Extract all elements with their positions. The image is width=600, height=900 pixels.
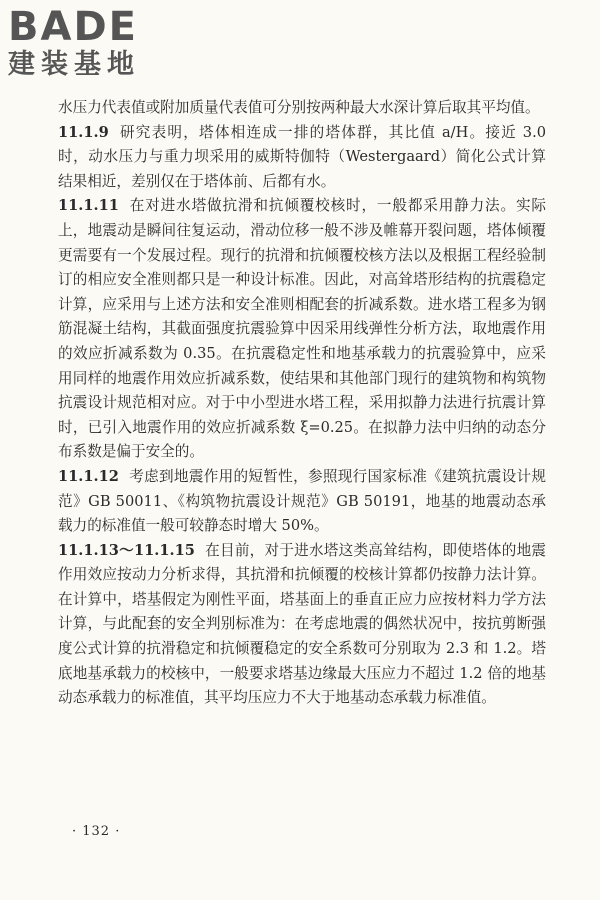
paragraph-11-1-12 [58, 465, 546, 539]
logo-text-chinese: 建装基地 [8, 49, 140, 80]
paragraph-11-1-9 [58, 121, 546, 195]
logo-text-bade: BADE [8, 4, 138, 50]
document-body [58, 96, 546, 711]
paragraph-text: 水压力代表值或附加质量代表值可分别按两种最大水深计算后取其平均值。 [58, 99, 540, 116]
logo [8, 6, 178, 80]
section-number: 11.1.9 [58, 123, 109, 141]
paragraph-continuation [58, 96, 546, 121]
paragraph-11-1-13-15 [58, 539, 546, 711]
paragraph-text: 在对进水塔做抗滑和抗倾覆校核时，一般都采用静力法。实际上，地震动是瞬间往复运动，滑动位移一般不涉及帷幕开裂问题，塔体倾覆更需要有一个发展过程。现行的抗滑和抗倾覆校核方法以及根据工程经验制订的相应安全准则都只是一种设计标准。因此，对高耸塔形结构的抗震稳定计算，应采用与上述方法和安全准则相配套的折减系数。进水塔工程多为钢筋混凝土结构，其截面强度抗震验算中因采用线弹性分析方法，取地震作用的效应折减系数为 0.35。在抗震稳定性和地基承载力的抗震验算中，应采用同样的地震作用效应折减系数，使结果和其他部门现行的建筑物和构筑物抗震设计规范相对应。对于中小型进水塔工程，采用拟静力法进行抗震计算时，已引入地震作用的效应折减系数 ξ=0.25。在拟静力法中归纳的动态分布系数是偏于安全的。 [58, 197, 546, 461]
paragraph-11-1-11 [58, 194, 546, 465]
section-number: 11.1.12 [58, 467, 119, 485]
paragraph-text: 研究表明，塔体相连成一排的塔体群，其比值 a/H。接近 3.0 时，动水压力与重力坝采用的威斯特伽特（Westergaard）简化公式计算结果相近，差别仅在于塔体前、后都有水。 [58, 123, 546, 190]
section-number: 11.1.13～11.1.15 [58, 541, 195, 559]
paragraph-text: 考虑到地震作用的短暂性，参照现行国家标准《建筑抗震设计规范》GB 50011、《构筑物抗震设计规范》GB 50191，地基的地震动态承载力的标准值一般可较静态时增大 50%。 [58, 467, 546, 535]
section-number: 11.1.11 [58, 197, 119, 215]
paragraph-text: 在目前，对于进水塔这类高耸结构，即使塔体的地震作用效应按动力分析求得，其抗滑和抗倾覆的校核计算都仍按静力法计算。在计算中，塔基假定为刚性平面，塔基面上的垂直正应力应按材料力学方法计算，与此配套的安全判别标准为：在考虑地震的偶然状况中，按抗剪断强度公式计算的抗滑稳定和抗倾覆稳定的安全系数可分别取为 2.3 和 1.2。塔底地基承载力的校核中，一般要求塔基边缘最大压应力不超过 1.2 倍的地基动态承载力的标准值，其平均压应力不大于地基动态承载力标准值。 [58, 541, 546, 707]
page-number: · 132 · [72, 824, 121, 839]
